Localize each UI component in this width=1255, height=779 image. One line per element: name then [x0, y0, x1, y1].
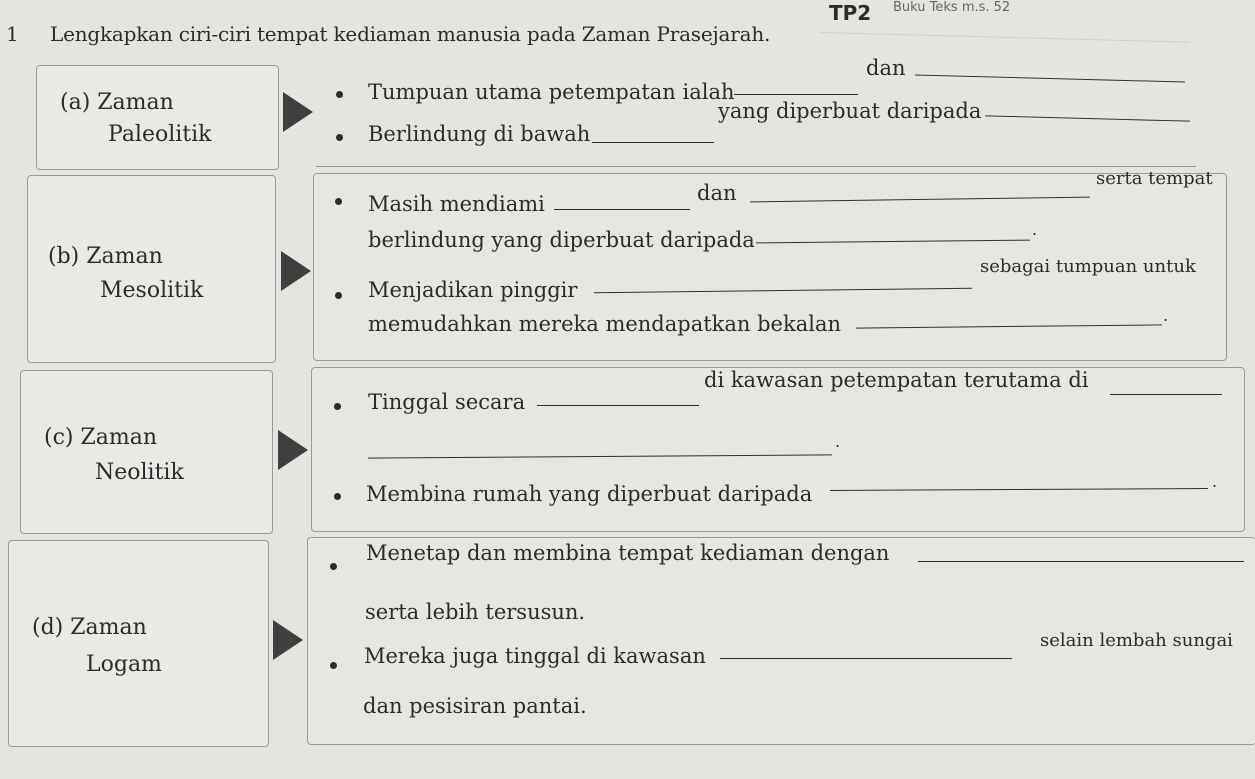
textbook-reference: Buku Teks m.s. 52 [893, 0, 1011, 15]
answer-blank[interactable] [537, 405, 699, 406]
statement-text: selain lembah sungai [1040, 630, 1233, 651]
statement-text: dan [866, 56, 906, 80]
answer-blank[interactable] [592, 142, 714, 143]
question-text: Lengkapkan ciri-ciri tempat kediaman manusia pada Zaman Prasejarah. [50, 22, 771, 46]
bullet [330, 563, 337, 570]
arrow-icon [283, 92, 313, 132]
statement-text: Tumpuan utama petempatan ialah [368, 80, 735, 104]
statement-text: . [1032, 220, 1038, 239]
statement-text: di kawasan petempatan terutama di [704, 368, 1089, 392]
bullet [335, 292, 342, 299]
bullet [330, 662, 337, 669]
statement-text: dan [697, 181, 737, 205]
statement-text: berlindung yang diperbuat daripada [368, 228, 755, 252]
answer-blank[interactable] [554, 209, 690, 210]
arrow-icon [273, 620, 303, 660]
era-label: (a) Zaman [60, 90, 174, 115]
statement-text: sebagai tumpuan untuk [980, 256, 1196, 277]
era-name: Neolitik [95, 460, 184, 485]
era-label: (d) Zaman [32, 615, 147, 640]
tp-badge: TP2 [829, 1, 872, 25]
divider [820, 32, 1190, 43]
arrow-icon [281, 251, 311, 291]
statement-text: Menetap dan membina tempat kediaman dengan [366, 541, 890, 565]
bullet [335, 198, 342, 205]
statement-text: Menjadikan pinggir [368, 278, 578, 302]
label-box-logam [8, 540, 269, 747]
bullet [334, 403, 341, 410]
era-name: Paleolitik [108, 122, 212, 147]
statement-text: dan pesisiran pantai. [363, 694, 587, 718]
answer-blank[interactable] [734, 94, 858, 95]
bullet [336, 91, 343, 98]
bullet [336, 134, 343, 141]
era-name: Logam [86, 652, 162, 677]
statement-text: Tinggal secara [368, 390, 526, 414]
answer-blank[interactable] [918, 561, 1244, 562]
statement-text: yang diperbuat daripada [718, 99, 982, 123]
statement-text: Berlindung di bawah [368, 122, 591, 146]
era-label: (b) Zaman [48, 244, 163, 269]
question-number: 1 [6, 22, 19, 46]
statement-text: . [1212, 472, 1218, 491]
statement-text: . [835, 432, 841, 451]
statement-text: memudahkan mereka mendapatkan bekalan [368, 312, 841, 336]
statement-text: serta tempat [1096, 168, 1213, 189]
era-label: (c) Zaman [44, 425, 158, 450]
statement-text: . [1163, 306, 1169, 325]
era-name: Mesolitik [100, 278, 204, 303]
statement-text: Mereka juga tinggal di kawasan [364, 644, 706, 668]
statement-text: serta lebih tersusun. [365, 600, 586, 624]
statement-text: Membina rumah yang diperbuat daripada [366, 482, 813, 506]
label-box-paleolitik [36, 65, 279, 170]
label-box-neolitik [20, 370, 273, 534]
bullet [334, 493, 341, 500]
arrow-icon [278, 430, 308, 470]
statement-text: Masih mendiami [368, 192, 545, 216]
answer-blank[interactable] [720, 658, 1012, 659]
label-box-mesolitik [27, 175, 276, 363]
answer-blank[interactable] [1110, 394, 1222, 395]
